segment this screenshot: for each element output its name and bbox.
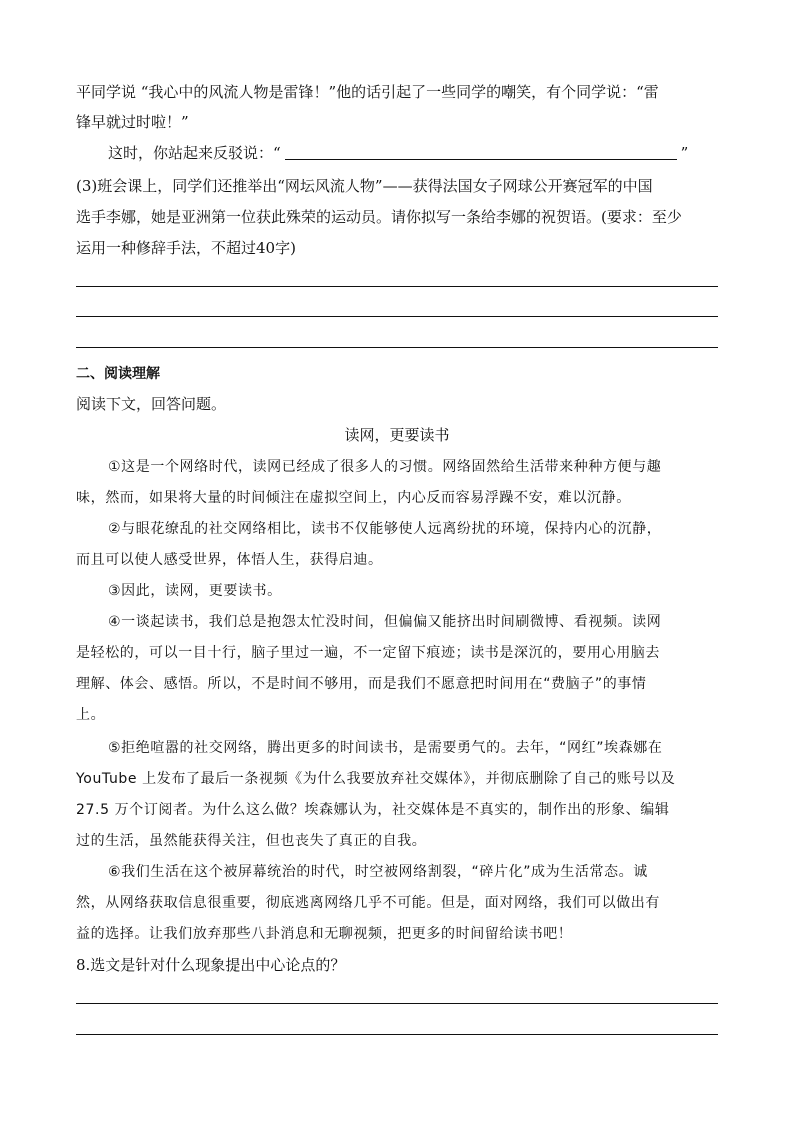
paragraph-1-line: 味，然而，如果将大量的时间倾注在虚拟空间上，内心反而容易浮躁不安，难以沉静。 xyxy=(76,490,631,506)
paragraph-3-line: ③因此，读网，更要读书。 xyxy=(108,583,282,599)
question-3-line: 选手李娜，她是亚洲第一位获此殊荣的运动员。请你拟写一条给李娜的祝贺语。(要求：至少 xyxy=(76,208,682,226)
text-line: 平同学说 “我心中的风流人物是雷锋！”他的话引起了一些同学的嘲笑，有个同学说：“雷 xyxy=(76,83,659,101)
answer-line[interactable] xyxy=(76,347,718,348)
text-line: 锋早就过时啦！” xyxy=(76,113,189,131)
paragraph-6-line: 益的选择。让我们放弃那些八卦消息和无聊视频，把更多的时间留给读书吧！ xyxy=(76,926,573,942)
instruction-text: 阅读下文，回答问题。 xyxy=(76,395,227,413)
paragraph-6-line: 然，从网络获取信息很重要，彻底逃离网络几乎不可能。但是，面对网络，我们可以做出有 xyxy=(76,895,660,911)
section-heading: 二、阅读理解 xyxy=(76,366,160,382)
answer-blank[interactable] xyxy=(285,145,677,160)
question-3-line: 运用一种修辞手法，不超过40字) xyxy=(76,239,296,257)
paragraph-5-line: 过的生活，虽然能获得关注，但也丧失了真正的自我。 xyxy=(76,833,427,849)
rebuttal-prefix: 这时，你站起来反驳说：“ xyxy=(108,144,281,162)
question-3-line: (3)班会课上，同学们还推举出“网坛风流人物”——获得法国女子网球公开赛冠军的中国 xyxy=(76,177,653,195)
paragraph-5-line: YouTube 上发布了最后一条视频《为什么我要放弃社交媒体》，并彻底删除了自己的账号以及 xyxy=(76,771,676,787)
rebuttal-suffix: ” xyxy=(680,144,689,162)
answer-line[interactable] xyxy=(76,286,718,287)
answer-line[interactable] xyxy=(76,1003,718,1004)
rebuttal-line xyxy=(108,143,718,163)
answer-line[interactable] xyxy=(76,316,718,317)
paragraph-2-line: 而且可以使人感受世界，体悟人生，获得启迪。 xyxy=(76,552,383,568)
paragraph-5-line: 27.5 万个订阅者。为什么这么做？埃森娜认为，社交媒体是不真实的，制作出的形象、编辑 xyxy=(76,802,670,818)
paragraph-4-line: 是轻松的，可以一目十行，脑子里过一遍，不一定留下痕迹；读书是深沉的，要用心用脑去 xyxy=(76,645,660,661)
paragraph-5-line: ⑤拒绝喧嚣的社交网络，腾出更多的时间读书，是需要勇气的。去年，“网红”埃森娜在 xyxy=(108,740,663,756)
paragraph-6-line: ⑥我们生活在这个被屏幕统治的时代，时空被网络割裂，“碎片化”成为生活常态。诚 xyxy=(108,864,648,880)
paragraph-4-line: ④一谈起读书，我们总是抱怨太忙没时间，但偏偏又能挤出时间刷微博、看视频。读网 xyxy=(108,614,662,630)
paragraph-4-line: 上。 xyxy=(76,707,106,723)
article-title: 读网，更要读书 xyxy=(344,426,450,444)
paragraph-4-line: 理解、体会、感悟。所以，不是时间不够用，而是我们不愿意把时间用在“费脑子”的事情 xyxy=(76,676,647,692)
answer-line[interactable] xyxy=(76,1034,718,1035)
paragraph-2-line: ②与眼花缭乱的社交网络相比，读书不仅能够使人远离纷扰的环境，保持内心的沉静， xyxy=(108,521,662,537)
question-8: 8.选文是针对什么现象提出中心论点的？ xyxy=(76,956,346,974)
paragraph-1-line: ①这是一个网络时代，读网已经成了很多人的习惯。网络固然给生活带来种种方便与趣 xyxy=(108,459,662,475)
